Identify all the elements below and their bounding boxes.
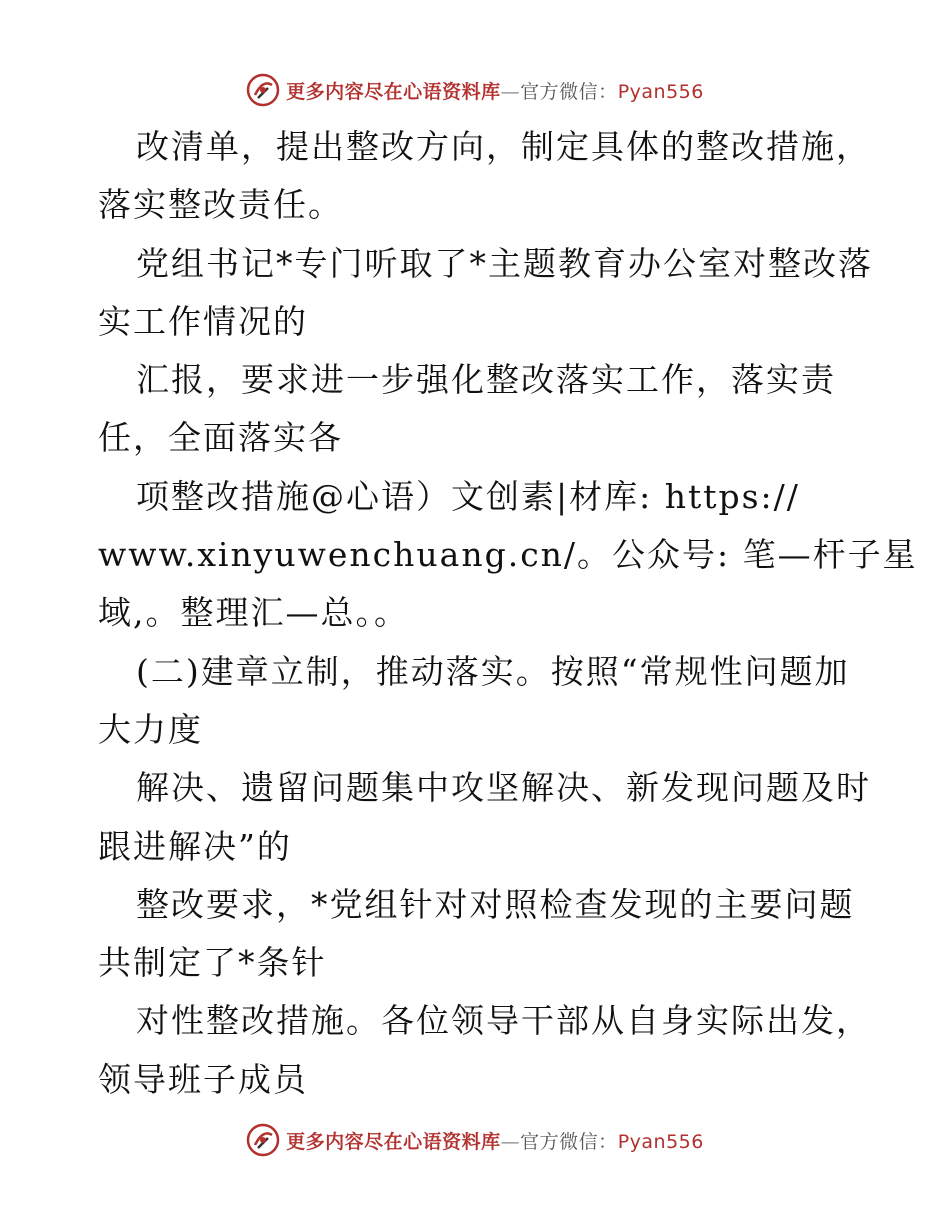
body-line: 任，全面落实各 — [98, 418, 343, 458]
header-banner-separator: — — [500, 80, 521, 103]
body-line: 落实整改责任。 — [98, 185, 343, 225]
document-body — [98, 118, 918, 1109]
footer-banner-title: 更多内容尽在心语资料库 — [286, 1130, 501, 1153]
brand-logo-icon — [246, 73, 280, 107]
header-banner — [0, 70, 950, 110]
header-banner-title: 更多内容尽在心语资料库 — [286, 80, 501, 103]
footer-wechat-id: Pyan556 — [617, 1130, 704, 1153]
footer-banner-separator: — — [500, 1130, 521, 1153]
body-line: 域,。整理汇—总。。 — [98, 593, 409, 633]
header-wechat-label: 官方微信： — [520, 80, 618, 103]
header-banner-text — [286, 77, 704, 104]
body-line: 对性整改措施。各位领导干部从自身实际出发， — [136, 1001, 871, 1041]
footer-wechat-label: 官方微信： — [520, 1130, 618, 1153]
body-line: www.xinyuwenchuang.cn/。公众号: 笔—杆子星 — [98, 535, 918, 575]
body-line: 整改要求，*党组针对对照检查发现的主要问题 — [136, 884, 855, 924]
body-line: 汇报，要求进一步强化整改落实工作，落实责 — [136, 360, 836, 400]
header-wechat-id: Pyan556 — [617, 80, 704, 103]
body-line: (二)建章立制，推动落实。按照“常规性问题加 — [136, 651, 850, 691]
body-line: 项整改措施@心语）文创素|材库: https:// — [136, 476, 800, 516]
body-line: 领导班子成员 — [98, 1059, 308, 1099]
footer-banner — [0, 1120, 950, 1160]
brand-logo-icon — [246, 1123, 280, 1157]
body-line: 跟进解决”的 — [98, 826, 292, 866]
body-line: 党组书记*专门听取了*主题教育办公室对整改落 — [136, 243, 873, 283]
body-line: 实工作情况的 — [98, 301, 308, 341]
body-line: 解决、遗留问题集中攻坚解决、新发现问题及时 — [136, 768, 871, 808]
footer-banner-text — [286, 1127, 704, 1154]
body-line: 大力度 — [98, 709, 203, 749]
body-line: 共制定了*条针 — [98, 943, 327, 983]
body-line: 改清单，提出整改方向，制定具体的整改措施， — [136, 127, 871, 166]
